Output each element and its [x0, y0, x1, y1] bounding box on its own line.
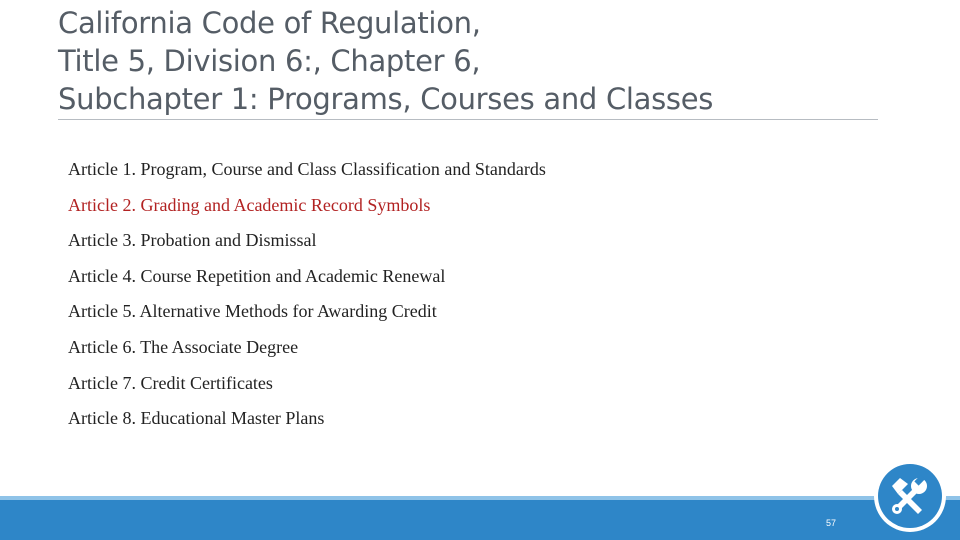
- footer-bar: [0, 500, 960, 540]
- title-divider: [58, 119, 878, 120]
- slide-title: [58, 4, 888, 118]
- article-item-7: Article 7. Credit Certificates: [68, 372, 273, 393]
- article-item-5: Article 5. Alternative Methods for Awarding Credit: [68, 301, 437, 322]
- article-item-1: Article 1. Program, Course and Class Classification and Standards: [68, 159, 546, 179]
- title-line-3: Subchapter 1: Programs, Courses and Classes: [58, 82, 714, 116]
- tools-badge: [874, 460, 946, 532]
- page-number: 57: [826, 518, 837, 528]
- article-item-3: Article 3. Probation and Dismissal: [68, 230, 317, 251]
- article-item-2-highlighted: Article 2. Grading and Academic Record Symbols: [68, 194, 431, 215]
- article-item-8: Article 8. Educational Master Plans: [68, 408, 325, 429]
- article-item-6: Article 6. The Associate Degree: [68, 336, 299, 357]
- article-item-4: Article 4. Course Repetition and Academic Renewal: [68, 265, 446, 286]
- article-list: [68, 157, 546, 442]
- title-line-2: Title 5, Division 6:, Chapter 6,: [58, 44, 481, 78]
- title-line-1: California Code of Regulation,: [58, 6, 481, 40]
- tools-icon: [886, 472, 934, 520]
